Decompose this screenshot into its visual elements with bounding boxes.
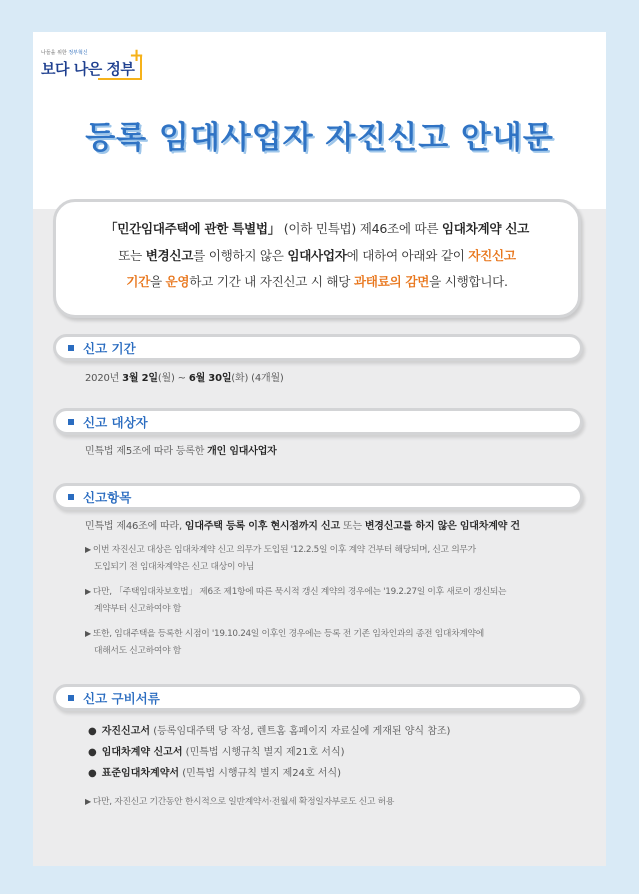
page-title: 등록 임대사업자 자진신고 안내문 bbox=[85, 120, 554, 156]
notice-page bbox=[33, 32, 606, 866]
items-note-1: ▶ 이번 자진신고 대상은 임대차계약 신고 의무가 도입된 '12.2.5일 이후 계약 건부터 해당되며, 신고 의무가 도입되기 전 임대차계약은 신고 대상이 아님 bbox=[85, 545, 476, 572]
section-heading-documents: 신고 구비서류 bbox=[53, 684, 583, 711]
logo-plus-icon: + bbox=[129, 45, 145, 66]
bullet-square-icon bbox=[68, 419, 74, 425]
triangle-bullet-icon: ▶ bbox=[85, 629, 91, 638]
document-item-3: ● 표준임대차계약서 (민특법 시행규칙 별지 제24호 서식) bbox=[88, 768, 342, 779]
logo-tagline: 나들을 위한 정부혁신 bbox=[41, 50, 88, 56]
bullet-square-icon bbox=[68, 345, 74, 351]
triangle-bullet-icon: ▶ bbox=[85, 797, 91, 806]
bullet-dot-icon: ● bbox=[88, 768, 97, 779]
bullet-dot-icon: ● bbox=[88, 747, 97, 758]
document-item-1: ● 자진신고서 (등록임대주택 당 작성, 렌트홈 홈페이지 자료실에 게재된 양식 참조) bbox=[88, 726, 451, 737]
target-text: 민특법 제5조에 따라 등록한 개인 임대사업자 bbox=[85, 446, 277, 457]
section-heading-items: 신고항목 bbox=[53, 483, 583, 510]
period-text: 2020년 3월 2일(월) ~ 6월 30일(화) (4개월) bbox=[85, 373, 284, 384]
document-item-2: ● 임대차계약 신고서 (민특법 시행규칙 별지 제21호 서식) bbox=[88, 747, 345, 758]
section-heading-target: 신고 대상자 bbox=[53, 408, 583, 435]
triangle-bullet-icon: ▶ bbox=[85, 587, 91, 596]
bullet-dot-icon: ● bbox=[88, 726, 97, 737]
items-note-2: ▶ 다만, 「주택임대차보호법」 제6조 제1항에 따른 묵시적 갱신 계약의 경우에는 '19.2.27일 이후 새로이 갱신되는 계약부터 신고하여야 함 bbox=[85, 587, 507, 614]
bullet-square-icon bbox=[68, 494, 74, 500]
documents-note: ▶ 다만, 자진신고 기간동안 한시적으로 일반계약서·전월세 확정일자부로도 신고 허용 bbox=[85, 797, 395, 807]
bullet-square-icon bbox=[68, 695, 74, 701]
triangle-bullet-icon: ▶ bbox=[85, 545, 91, 554]
government-logo bbox=[41, 44, 151, 94]
items-text: 민특법 제46조에 따라, 임대주택 등록 이후 현시점까지 신고 또는 변경신고를 하지 않은 임대차계약 건 bbox=[85, 521, 520, 532]
items-note-3: ▶ 또한, 임대주택을 등록한 시점이 '19.10.24일 이후인 경우에는 등록 전 기존 임차인과의 종전 임대차계약에 대해서도 신고하여야 함 bbox=[85, 629, 484, 656]
section-heading-period: 신고 기간 bbox=[53, 334, 583, 361]
intro-box: 「민간임대주택에 관한 특별법」 (이하 민특법) 제46조에 따른 임대차계약 신고 또는 변경신고를 이행하지 않은 임대사업자에 대하여 아래와 같이 자진신고 기간을 운영하고 기간 내 자진신고 시 해당 과태료의 감면을 시행합니다. bbox=[53, 199, 581, 318]
logo-name: 보다 나은 정부 bbox=[41, 60, 135, 78]
